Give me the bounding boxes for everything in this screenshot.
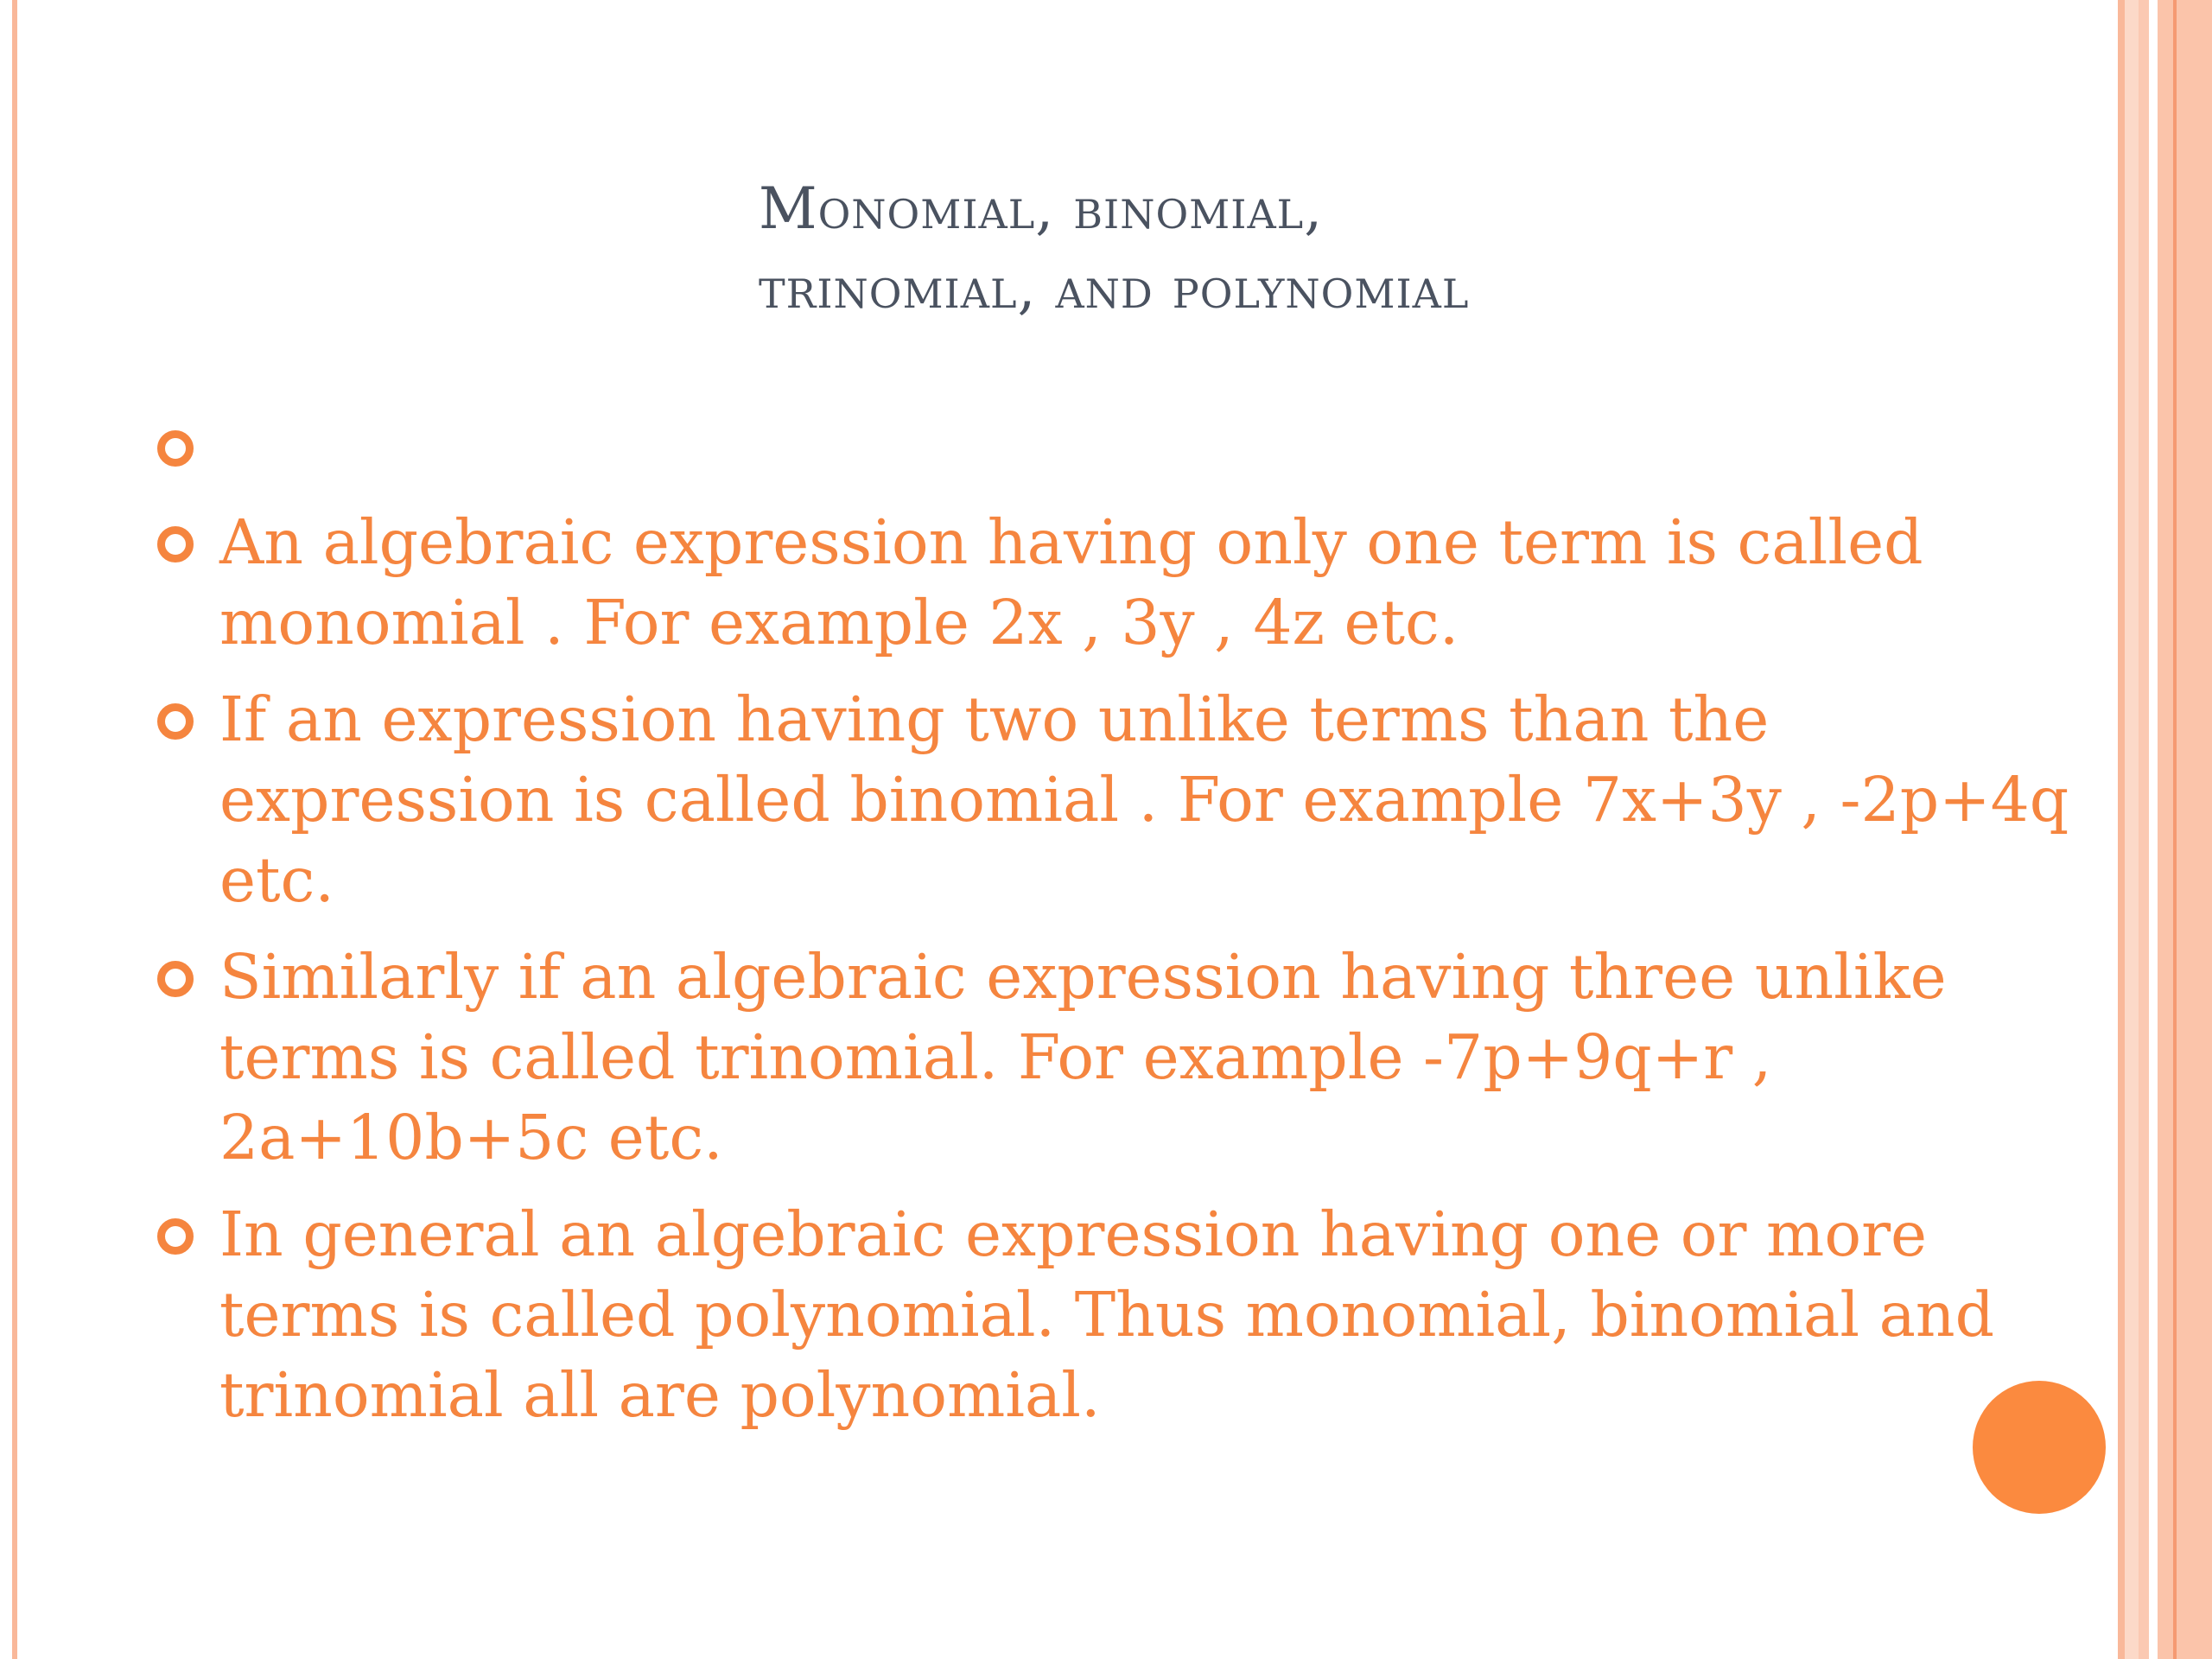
- bullet-item-polynomial: [147, 1194, 2100, 1435]
- right-border-wide: [2139, 0, 2149, 1659]
- bullet-ring-icon: [157, 703, 194, 740]
- right-border-inner: [2118, 0, 2125, 1659]
- bullet-text: An algebraic expression having only one term is called monomial . For example 2x , 3y , 4z etc.: [219, 506, 1923, 658]
- right-border-outer: [2158, 0, 2212, 1659]
- bullet-item-trinomial: [147, 937, 2100, 1178]
- right-border-line: [2173, 0, 2177, 1659]
- slide-title: [759, 169, 1882, 328]
- bullet-item-monomial: [147, 502, 2100, 663]
- decorative-circle: [1973, 1381, 2106, 1514]
- title-line-1: Monomial, binomial,: [759, 175, 1324, 242]
- bullet-ring-icon: [157, 1218, 194, 1255]
- title-line-2: trinomial, and polynomial: [759, 255, 1470, 321]
- bullet-text: Similarly if an algebraic expression having three unlike terms is called trinomial. For example -7p+9q+r , 2a+10b+5c etc.: [219, 941, 1947, 1173]
- bullet-ring-icon: [157, 430, 194, 467]
- bullet-ring-icon: [157, 526, 194, 563]
- bullet-ring-icon: [157, 961, 194, 997]
- right-border-gap: [2149, 0, 2158, 1659]
- bullet-text: If an expression having two unlike terms than the expression is called binomial . For example 7x+3y , -2p+4q etc.: [219, 683, 2069, 916]
- bullet-list: [147, 406, 2100, 1452]
- right-border-band: [2125, 0, 2139, 1659]
- bullet-item-binomial: [147, 679, 2100, 920]
- left-border: [12, 0, 17, 1659]
- bullet-item-empty: [147, 406, 2100, 486]
- bullet-text: In general an algebraic expression having one or more terms is called polynomial. Thus monomial, binomial and trinomial all are polynomial.: [219, 1198, 1995, 1431]
